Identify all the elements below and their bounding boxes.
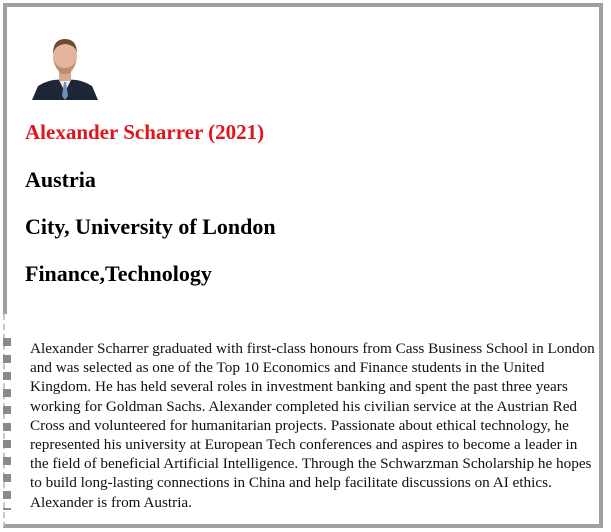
scholar-bio: Alexander Scharrer graduated with first-class honours from Cass Business School in London and was selected as one of the Top 10 Economics and Finance students in the United Kingdom. He has held several roles in investment banking and spent the past three years working for Goldman Sachs. Alexander completed his civilian service at the Austrian Red Cross and volunteered for humanitarian projects. Passionate about ethical technology, he represented his university at European Tech conferences and aspires to become a leader in the field of beneficial Artificial Intelligence. Through the Schwarzman Scholarship he hopes to build long-lasting connections in China and help facilitate discussions on AI ethics. Alexander is from Austria. [30, 340, 595, 511]
scholar-name: Alexander Scharrer (2021) [25, 120, 265, 144]
profile-photo [30, 30, 100, 100]
scholar-fields: Finance,Technology [25, 261, 212, 286]
left-edge-markers [3, 338, 11, 510]
scholar-country: Austria [25, 167, 96, 192]
scholar-university: City, University of London [25, 214, 276, 239]
